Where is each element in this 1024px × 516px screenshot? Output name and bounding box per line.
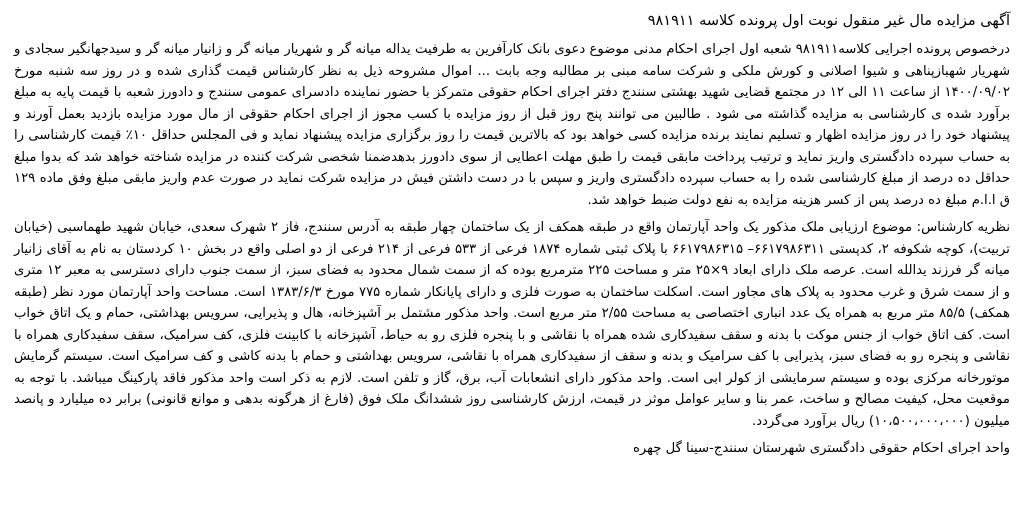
auction-terms-paragraph: درخصوص پرونده اجرایی کلاسه۹۸۱۹۱۱ شعبه اول اجرای احکام مدنی موضوع دعوی بانک کارآفرین به طرفیت یداله میانه گر و شهریار میانه گر و زانیار میانه گر و سیدجهانگیر سجادی و شهریار شهبازپناهی و شیوا اصلانی و کورش ملکی و شرکت سامه مبنی بر مطالبه وجه بابت ... اموال مشروحه ذیل به نظر کارشناس قیمت گذاری شده و در روز سه شنبه مورخ ۱۴۰۰/۰۹/۰۲ از ساعت ۱۱ الی ۱۲ در مجتمع قضایی شهید بهشتی سنندج دفتر اجرای احکام حقوقی متمرکز با حضور نماینده دادسرای عمومی سنندج و دادورز شعبه با قیمت پایه به مبلغ برآورد شده ی کارشناسی به مزایده گذاشته می شود . طالبین می توانند پنج روز قبل از روز مزایده با کسب مجوز از اجرای احکام حقوقی از مال مورد مزایده بازدید بعمل آورند و پیشنهاد خود را در روز مزایده اظهار و تسلیم نمایند برنده مزایده کسی خواهد بود که بالاترین قیمت را روز برگزاری مزایده پیشنهاد نماید و فی المجلس حداقل ۱۰٪ قیمت کارشناسی را به حساب سپرده دادگستری واریز نماید و ترتیب پرداخت مابقی قیمت را طبق مهلت اعطایی از سوی دادورز بدهدضمنا شخصی شرکت کننده در مزایده شناخته خواهد شد که بدوا مبلغ حداقل ده درصد از مبلغ کارشناسی شده را به حساب سپرده دادگستری واریز و سپس با در دست داشتن فیش در مزایده شرکت نماید در صورت عدم واریز مابقی مبلغ وفق ماده ۱۲۹ ق ا.ا.م مبلغ ده درصد پس از کسر هزینه مزایده به نفع دولت ضبط خواهد شد. xyxy=(14,42,1010,208)
issuer-signature: واحد اجرای احکام حقوقی دادگستری شهرستان سنندج-سینا گل چهره xyxy=(632,441,1010,456)
expert-opinion-paragraph: نظریه کارشناس: موضوع ارزیابی ملک مذکور یک واحد آپارتمان واقع در طبقه همکف از یک ساختمان چهار طبقه به آدرس سنندج، فاز ۲ شهرک سعدی، خیابان شهید طهماسبی (خیابان تربیت)، کوچه شکوفه ۲، کدپستی ۶۶۱۷۹۸۶۳۱۱– ۶۶۱۷۹۸۶۳۱۵ با پلاک ثبتی شماره ۱۸۷۴ فرعی از ۵۳۳ فرعی از ۲۱۴ فرعی از دو اصلی واقع در بخش ۱۰ کردستان به نام به آقای زانیار میانه گر فرزند یدالله است. عرصه ملک دارای ابعاد ۹×۲۵ متر و مساحت ۲۲۵ مترمربع بوده که از سمت شمال محدود به فضای سبز، از سمت جنوب دارای دسترسی به معبر ۱۲ متری و از سمت شرق و غرب محدود به پلاک های مجاور است. اسکلت ساختمان به صورت فلزی و دارای پایانکار شماره ۷۷۵ مورخ ۱۳۸۳/۶/۳ است. مساحت واحد آپارتمان مورد نظر (طبقه همکف) ۸۵/۵ متر مربع به همراه یک عدد انباری اختصاصی به مساحت ۲/۵۵ متر مربع است. واحد مذکور مشتمل بر آشپزخانه، هال و پذیرایی، سرویس بهداشتی، حمام و یک اتاق خواب است. کف اتاق خواب از جنس موکت با بدنه و سقف سفیدکاری شده همراه با نقاشی و با پنجره فلزی رو به حیاط، آشپزخانه با کابینت فلزی، کف سرامیک، سقف سفیدکاری همراه با نقاشی و پنجره رو به فضای سبز، پذیرایی با کف سرامیک و بدنه و سقف از سفیدکاری همراه با نقاشی، سرویس بهداشتی و حمام با بدنه کاشی و کف سرامیک است. سیستم گرمایش موتورخانه مرکزی بوده و سیستم سرمایشی از کولر ابی است. واحد مذکور دارای انشعابات آب، برق، گاز و تلفن است. لازم به ذکر است واحد مذکور فاقد پارکینگ میباشد. با توجه به موقعیت محل، کیفیت مصالح و ساخت، عمر بنا و سایر عوامل موثر در قیمت، ارزش کارشناسی روز ششدانگ ملک فوق (فارغ از هرگونه بدهی و موانع قانونی) برابر ده میلیارد و پانصد میلیون (۱۰،۵۰۰،۰۰۰،۰۰۰) ریال برآورد می‌گردد. xyxy=(14,220,1010,429)
notice-title: آگهی مزایده مال غیر منقول نوبت اول پرونده کلاسه ۹۸۱۹۱۱ xyxy=(647,13,1010,29)
